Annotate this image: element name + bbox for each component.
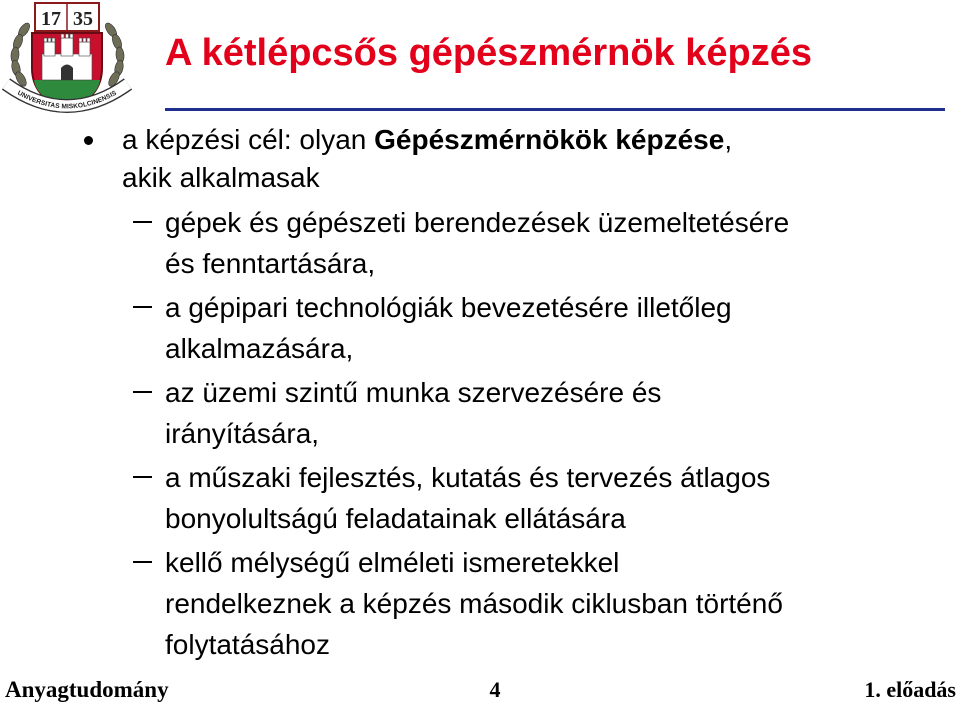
dash-icon (133, 561, 152, 563)
bullet-dot-icon (84, 136, 93, 145)
laurel-right-icon (103, 21, 125, 88)
sub-item (0, 457, 960, 539)
sub-item-line: a műszaki fejlesztés, kutatás és tervezés átlagos (165, 461, 771, 493)
main-bullet-line (122, 121, 960, 159)
year-plaque (35, 3, 99, 31)
dash-icon (133, 476, 152, 478)
sub-item-line: bonyolultságú feladatainak ellátására (165, 502, 626, 534)
main-bullet-line: akik alkalmasak (122, 162, 320, 193)
main-bullet-bold: Gépészmérnökök képzése (374, 124, 725, 155)
sub-item-line: folytatásához (165, 628, 330, 660)
bullet-list (0, 121, 960, 665)
sub-item-line: gépek és gépészeti berendezések üzemeltetésére (165, 206, 790, 238)
sub-item (0, 542, 960, 665)
sub-item-line: kellő mélységű elméleti ismeretekkel (165, 546, 620, 578)
dash-icon (133, 391, 152, 393)
footer-lecture-label: 1. előadás (864, 677, 956, 702)
main-bullet-text: a képzési cél: olyan (122, 124, 375, 155)
sub-item (0, 372, 960, 454)
footer-page-number: 4 (489, 677, 501, 702)
logo-year-right: 35 (73, 8, 93, 30)
logo-banner-text: UNIVERSITAS MISKOLCINENSIS (16, 89, 118, 111)
main-bullet (0, 121, 960, 197)
footer-course-name: Anyagtudomány (5, 677, 169, 702)
sub-item (0, 287, 960, 369)
laurel-left-icon (10, 21, 32, 88)
university-logo (0, 0, 135, 120)
sub-item (0, 202, 960, 284)
sub-item-line: irányítására, (165, 417, 320, 449)
dash-icon (133, 306, 152, 308)
dash-icon (133, 221, 152, 223)
slide-title: A kétlépcsős gépészmérnök képzés (165, 32, 812, 74)
title-rule (165, 108, 945, 111)
main-bullet-suffix: , (724, 124, 733, 155)
logo-year-left: 17 (41, 8, 61, 30)
slide-footer (0, 677, 960, 703)
sub-item-line: és fenntartására, (165, 247, 376, 279)
sub-item-line: az üzemi szintű munka szervezésére és (165, 376, 662, 408)
sub-item-line: rendelkeznek a képzés második ciklusban történő (165, 587, 783, 619)
sub-item-line: a gépipari technológiák bevezetésére illetőleg (165, 291, 732, 323)
sub-item-line: alkalmazására, (165, 332, 354, 364)
